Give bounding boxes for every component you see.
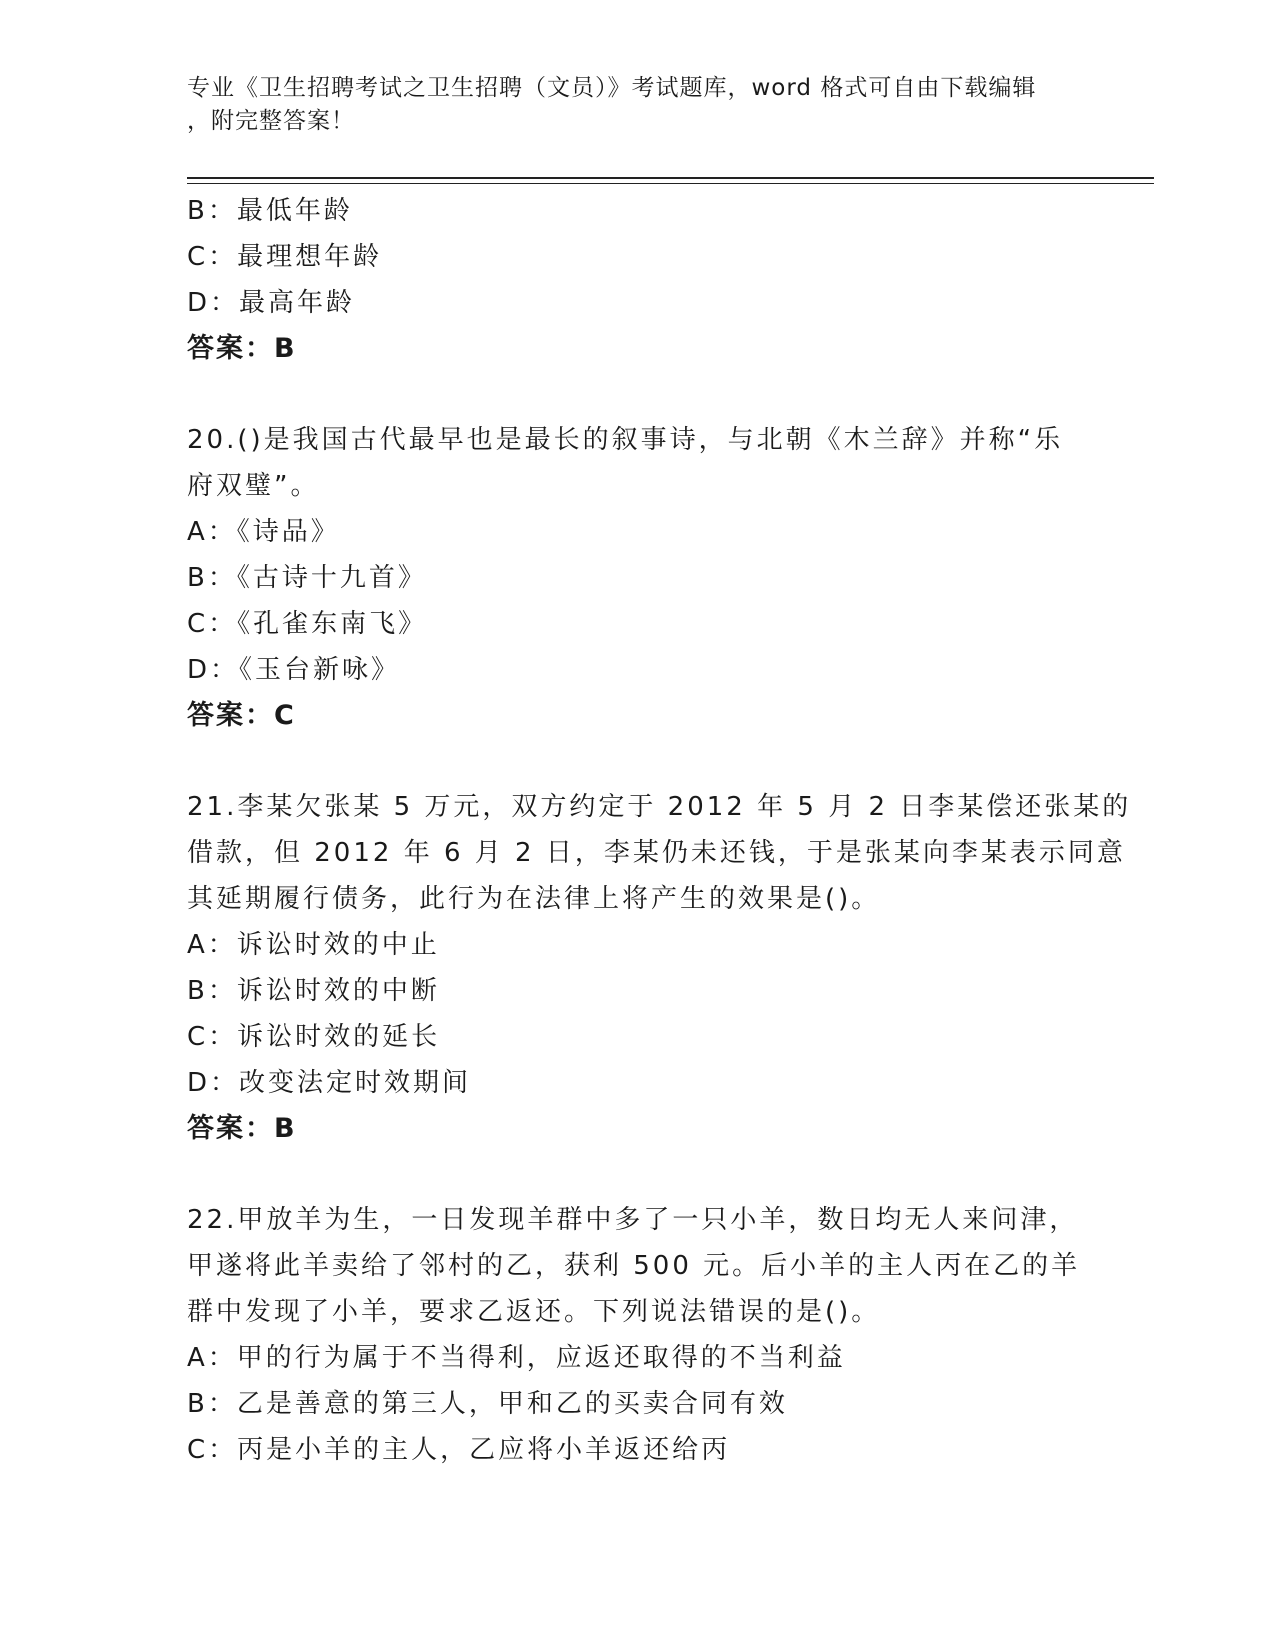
option-a: A：《诗品》 — [187, 517, 340, 547]
header-divider-thin — [187, 183, 1154, 184]
question-stem-line: 甲遂将此羊卖给了邻村的乙，获利 500 元。后小羊的主人丙在乙的羊 — [187, 1251, 1081, 1281]
option-d: D：《玉台新咏》 — [187, 655, 401, 685]
document-header — [187, 72, 1067, 138]
option-c: C：丙是小羊的主人，乙应将小羊返还给丙 — [187, 1435, 731, 1465]
header-divider-thick — [187, 177, 1154, 179]
answer: 答案：B — [187, 1113, 297, 1144]
question-stem-line: 21.李某欠张某 5 万元，双方约定于 2012 年 5 月 2 日李某偿还张某的 — [187, 792, 1132, 822]
option-d: D：改变法定时效期间 — [187, 1068, 472, 1098]
option-b: B：诉讼时效的中断 — [187, 976, 440, 1006]
question-stem-line: 府双璧”。 — [187, 471, 320, 501]
answer: 答案：B — [187, 333, 297, 364]
header-title-line-2: ，附完整答案！ — [187, 108, 355, 134]
spacer — [187, 739, 1087, 784]
spacer — [187, 372, 1087, 417]
question-stem-line: 22.甲放羊为生，一日发现羊群中多了一只小羊，数日均无人来问津， — [187, 1205, 1079, 1235]
option-c: C：诉讼时效的延长 — [187, 1022, 441, 1052]
question-stem-line: 群中发现了小羊，要求乙返还。下列说法错误的是()。 — [187, 1297, 881, 1327]
question-21 — [187, 784, 1132, 1152]
answer: 答案：C — [187, 700, 296, 731]
option-a: A：甲的行为属于不当得利，应返还取得的不当利益 — [187, 1343, 846, 1373]
question-list — [187, 188, 1132, 1473]
question-stem-line: 其延期履行债务，此行为在法律上将产生的效果是()。 — [187, 884, 881, 914]
spacer — [187, 1152, 1087, 1197]
option-c: C：《孔雀东南飞》 — [187, 609, 428, 639]
question-20 — [187, 417, 1087, 739]
option-d: D：最高年龄 — [187, 288, 356, 318]
option-c: C：最理想年龄 — [187, 242, 383, 272]
option-a: A：诉讼时效的中止 — [187, 930, 440, 960]
question-stem-line: 20.()是我国古代最早也是最长的叙事诗，与北朝《木兰辞》并称“乐 — [187, 425, 1064, 455]
header-title-line-1: 专业《卫生招聘考试之卫生招聘（文员）》考试题库，word 格式可自由下载编辑 — [187, 75, 1037, 101]
question-22 — [187, 1197, 1087, 1473]
option-b: B：《古诗十九首》 — [187, 563, 427, 593]
option-b: B：最低年龄 — [187, 196, 353, 226]
question-stem-line: 借款，但 2012 年 6 月 2 日，李某仍未还钱，于是张某向李某表示同意 — [187, 838, 1126, 868]
question-19-tail — [187, 188, 1087, 372]
option-b: B：乙是善意的第三人，甲和乙的买卖合同有效 — [187, 1389, 788, 1419]
